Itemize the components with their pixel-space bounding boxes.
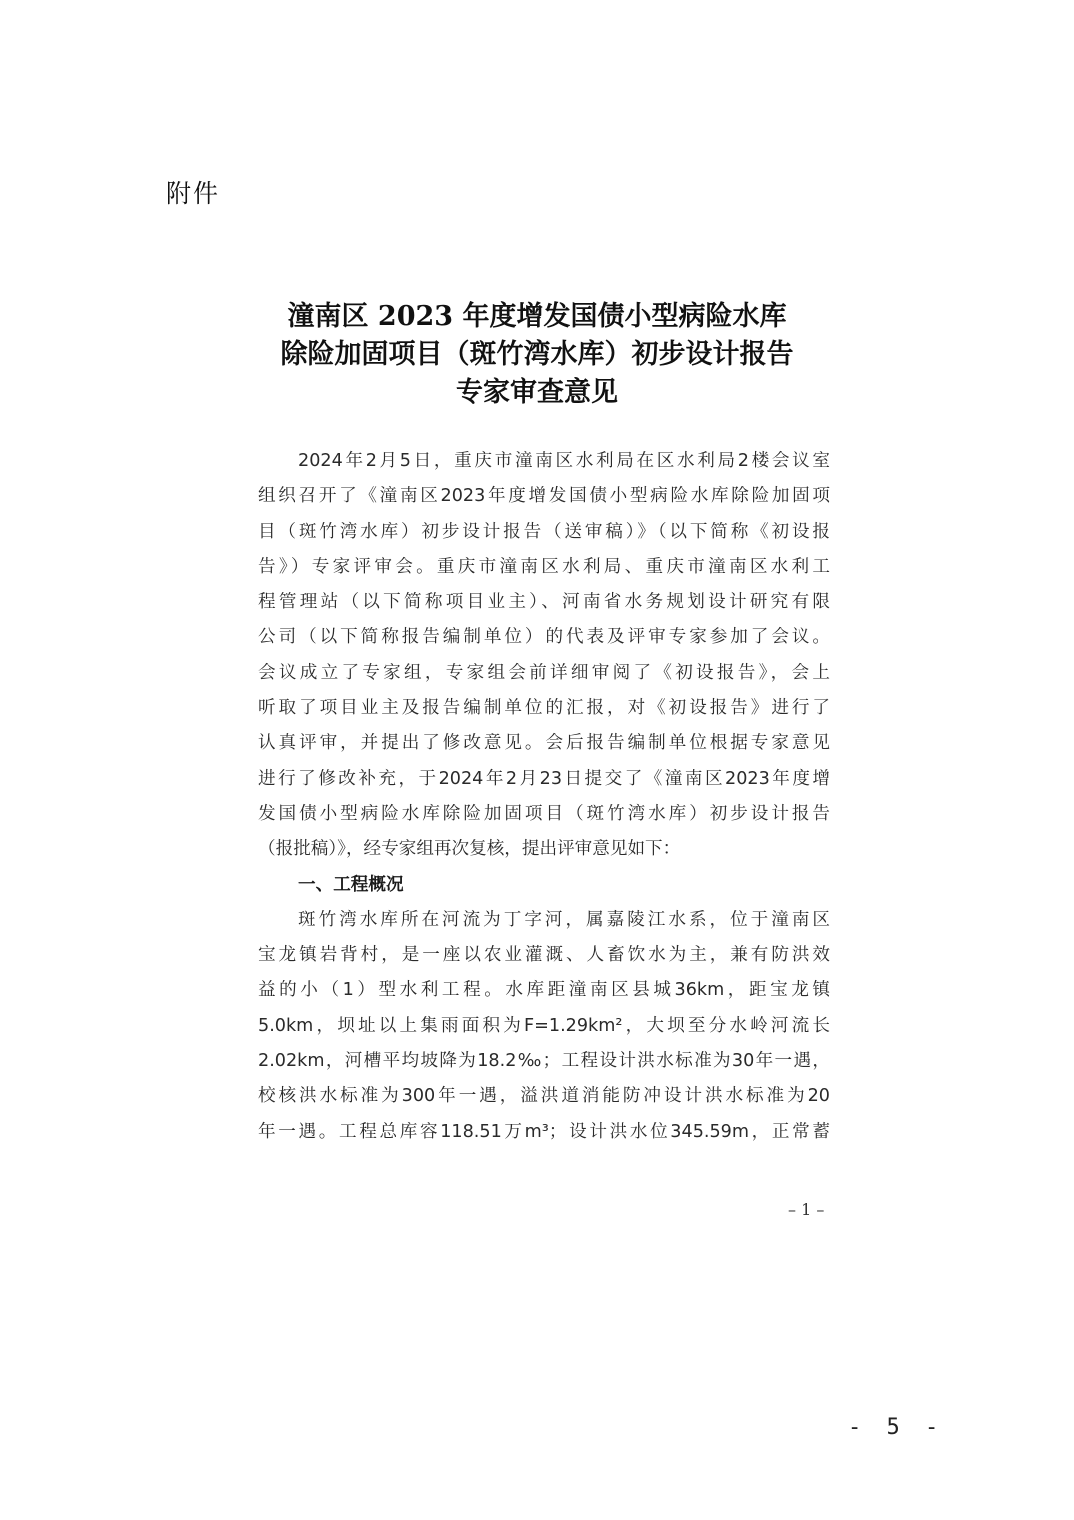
outer-page-number: - 5 - bbox=[848, 1415, 945, 1440]
text-line: 年一遇。工程总库容118.51万m³；设计洪水位345.59m，正常蓄 bbox=[258, 1121, 830, 1142]
text-line: 宝龙镇岩背村，是一座以农业灌溉、人畜饮水为主，兼有防洪效 bbox=[258, 945, 830, 966]
text-line: 5.0km，坝址以上集雨面积为F=1.29km²，大坝至分水岭河流长 bbox=[258, 1015, 830, 1036]
text-line: 2024年2月5日，重庆市潼南区水利局在区水利局2楼会议室 bbox=[298, 451, 830, 471]
inner-page-number: – 1 – bbox=[788, 1200, 825, 1219]
text-line: 目（斑竹湾水库）初步设计报告（送审稿）》（以下简称《初设报 bbox=[258, 521, 830, 542]
attachment-label: 附件 bbox=[166, 179, 221, 208]
text-line: 发国债小型病险水库除险加固项目（斑竹湾水库）初步设计报告 bbox=[258, 803, 830, 824]
text-line: 告》）专家评审会。重庆市潼南区水利局、重庆市潼南区水利工 bbox=[258, 556, 830, 577]
document-body bbox=[258, 444, 830, 1150]
text-line: （报批稿）》，经专家组再次复核，提出评审意见如下： bbox=[258, 839, 681, 860]
text-line: 校核洪水标准为300年一遇，溢洪道消能防冲设计洪水标准为20 bbox=[258, 1086, 830, 1107]
text-line: 益的小（1）型水利工程。水库距潼南区县城36km，距宝龙镇 bbox=[258, 980, 830, 1001]
document-title bbox=[0, 298, 1074, 412]
text-line: 程管理站（以下简称项目业主）、河南省水务规划设计研究有限 bbox=[258, 592, 830, 613]
paragraph-2 bbox=[258, 903, 830, 1150]
text-line: 会议成立了专家组，专家组会前详细审阅了《初设报告》，会上 bbox=[258, 662, 830, 683]
text-line: 听取了项目业主及报告编制单位的汇报，对《初设报告》进行了 bbox=[258, 698, 830, 719]
text-line: 组织召开了《潼南区2023年度增发国债小型病险水库除险加固项 bbox=[258, 486, 830, 507]
text-line: 斑竹湾水库所在河流为丁字河，属嘉陵江水系，位于潼南区 bbox=[298, 909, 830, 930]
text-line: 认真评审，并提出了修改意见。会后报告编制单位根据专家意见 bbox=[258, 733, 830, 754]
title-line-3: 专家审查意见 bbox=[456, 377, 618, 408]
text-line: 2.02km，河槽平均坡降为18.2‰；工程设计洪水标准为30年一遇， bbox=[258, 1051, 830, 1072]
text-line: 进行了修改补充，于2024年2月23日提交了《潼南区2023年度增 bbox=[258, 768, 830, 789]
title-line-1: 潼南区 2023 年度增发国债小型病险水库 bbox=[287, 301, 787, 332]
title-line-2: 除险加固项目（斑竹湾水库）初步设计报告 bbox=[280, 339, 794, 370]
section-heading: 一、工程概况 bbox=[298, 874, 404, 895]
text-line: 公司（以下简称报告编制单位）的代表及评审专家参加了会议。 bbox=[258, 627, 830, 648]
paragraph-1 bbox=[258, 444, 830, 868]
